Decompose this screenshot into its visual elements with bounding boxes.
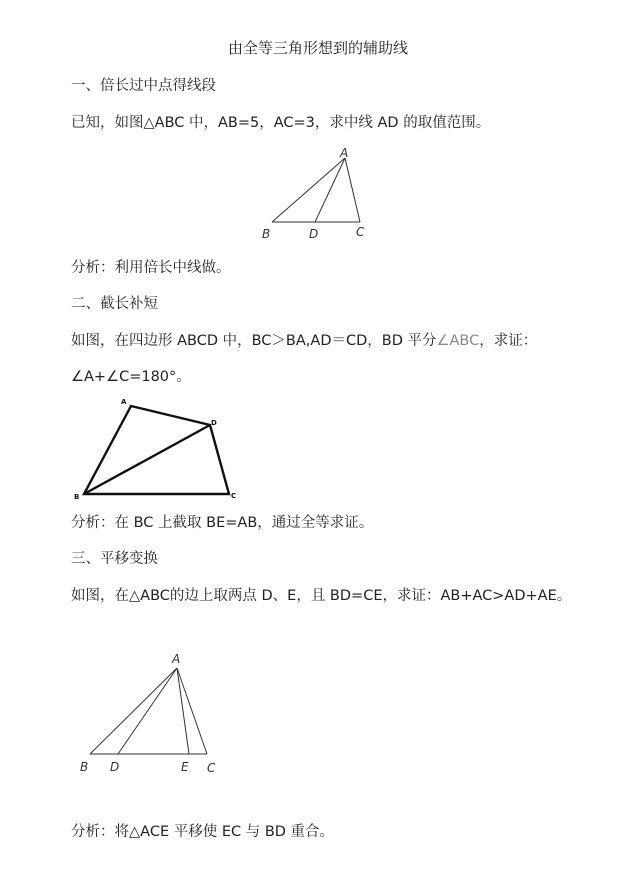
section2-problem-part-a: 如图，在四边形 ABCD 中，BC＞BA,AD＝CD，BD 平分 [71,333,437,349]
page-title: 由全等三角形想到的辅助线 [227,39,408,57]
section2-analysis: 分析：在 BC 上截取 BE=AB，通过全等求证。 [71,515,374,531]
fig2-diagonal-bd [84,425,210,494]
fig3-segment-ad [118,668,177,754]
section2-problem-line2: ∠A+∠C=180°。 [71,369,191,385]
fig1-side-ab [272,158,345,222]
fig3-label-a: A [172,652,181,666]
section3-heading: 三、平移变换 [71,551,158,567]
section3-analysis: 分析：将△ACE 平移使 EC 与 BD 重合。 [71,824,335,840]
fig2-label-b: B [74,493,80,501]
fig3-side-ac [177,668,207,754]
section2-problem-angle: ∠ABC [436,333,480,349]
section2-heading: 二、截长补短 [71,296,158,312]
fig1-median-ad [315,158,345,222]
fig2-label-d: D [211,419,217,427]
section3-problem: 如图，在△ABC的边上取两点 D、E，且 BD=CE，求证：AB+AC>AD+AE。 [71,588,572,604]
fig1-side-ac [345,158,360,222]
fig3-label-b: B [80,760,89,774]
section1-problem: 已知，如图△ABC 中，AB=5，AC=3，求中线 AD 的取值范围。 [71,115,491,131]
fig1-label-d: D [309,227,319,241]
section2-problem-part-b: ，求证： [479,333,538,349]
fig1-label-b: B [262,227,271,241]
fig3-label-d: D [110,760,120,774]
fig3-side-ab [90,668,177,754]
fig2-label-c: C [231,492,237,500]
fig2-label-a: A [121,398,127,406]
fig1-label-c: C [356,225,365,239]
fig3-label-c: C [207,761,216,775]
section1-heading: 一、倍长过中点得线段 [71,78,216,94]
section1-analysis: 分析：利用倍长中线做。 [71,260,231,276]
fig3-label-e: E [181,760,189,774]
fig1-label-a: A [340,146,349,160]
fig2-quad-abcd [84,406,229,494]
section2-problem-line1 [71,331,537,351]
fig3-segment-ae [177,668,189,754]
